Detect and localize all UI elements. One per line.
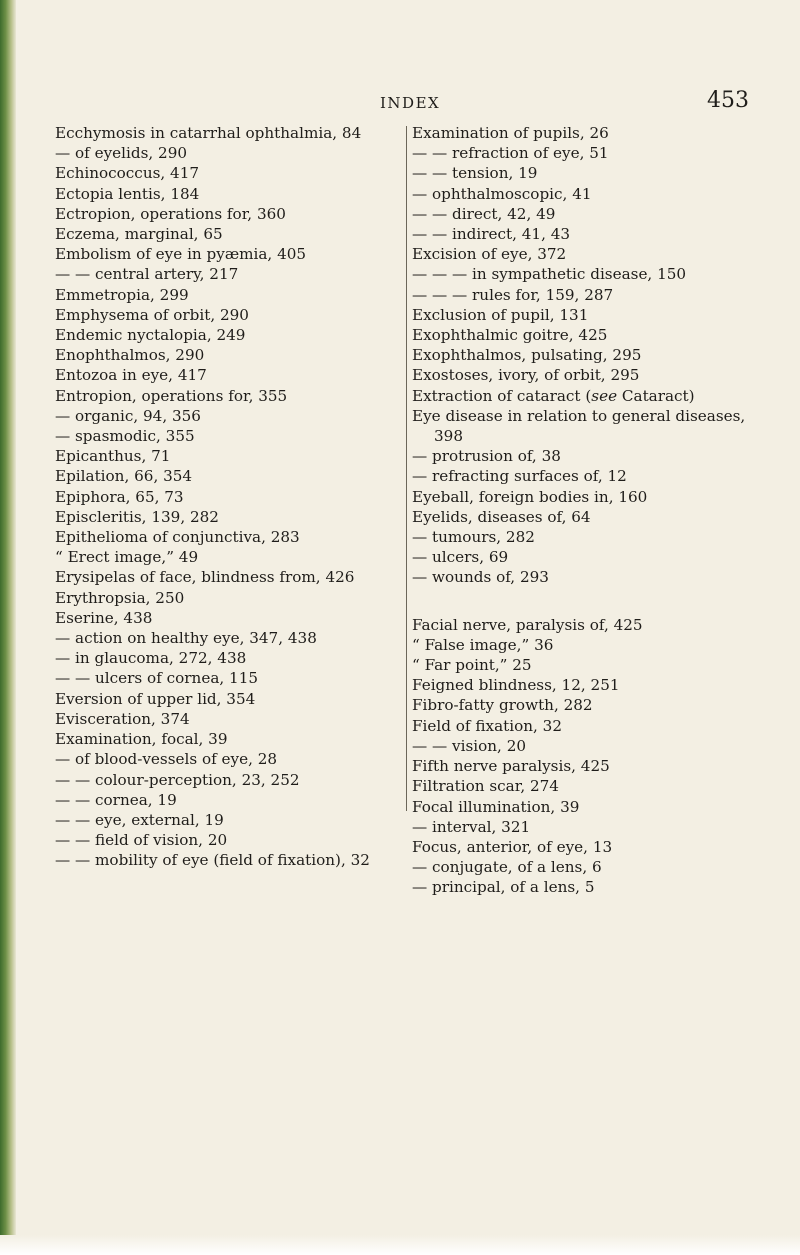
index-column-right	[412, 123, 757, 898]
index-entry: Feigned blindness, 12, 251	[412, 676, 620, 695]
index-entry: Epilation, 66, 354	[55, 467, 193, 486]
index-entry: Epicanthus, 71	[55, 447, 171, 466]
index-entry: Epiphora, 65, 73	[55, 487, 184, 506]
index-entry: — — refraction of eye, 51	[412, 144, 609, 163]
index-entry: Entozoa in eye, 417	[55, 366, 207, 385]
index-entry: — spasmodic, 355	[55, 427, 195, 446]
index-entry: Evisceration, 374	[55, 709, 190, 728]
index-entry: Fifth nerve paralysis, 425	[412, 757, 610, 776]
index-entry: Eversion of upper lid, 354	[55, 689, 256, 708]
index-entry: Field of fixation, 32	[412, 716, 562, 735]
index-entry: — ophthalmoscopic, 41	[412, 184, 592, 203]
page-header	[0, 88, 800, 118]
index-entry: Filtration scar, 274	[412, 777, 559, 796]
index-entry: Examination, focal, 39	[55, 730, 228, 749]
index-entry: Ectropion, operations for, 360	[55, 204, 286, 223]
index-entry: Examination of pupils, 26	[412, 124, 609, 142]
index-entry: — organic, 94, 356	[55, 406, 201, 425]
index-entry: — conjugate, of a lens, 6	[412, 858, 602, 877]
index-entry: Focal illumination, 39	[412, 797, 580, 816]
index-entry: Erythropsia, 250	[55, 588, 185, 607]
index-entry: Episcleritis, 139, 282	[55, 507, 219, 526]
index-entry: Emmetropia, 299	[55, 285, 189, 304]
book-page-edge	[0, 0, 16, 1255]
index-entry: — of eyelids, 290	[55, 144, 188, 163]
index-entry: “ False image,” 36	[412, 635, 554, 654]
page-number: 453	[707, 88, 749, 113]
index-column-left	[55, 123, 405, 871]
index-entry: — — indirect, 41, 43	[412, 225, 571, 244]
index-entry: Exophthalmos, pulsating, 295	[412, 346, 642, 365]
index-entry: Epithelioma of conjunctiva, 283	[55, 528, 300, 547]
index-entry: Ecchymosis in catarrhal ophthalmia, 84	[55, 124, 362, 142]
index-entry-extraction	[412, 386, 757, 406]
index-entry: — — cornea, 19	[55, 790, 177, 809]
index-entry: — ulcers, 69	[412, 548, 509, 567]
index-entry: Exophthalmic goitre, 425	[412, 326, 608, 345]
index-entry: Entropion, operations for, 355	[55, 386, 288, 405]
index-entry: Fibro-fatty growth, 282	[412, 696, 593, 715]
index-entry-text: Cataract)	[617, 386, 695, 405]
index-entry: Exostoses, ivory, of orbit, 295	[412, 366, 640, 385]
index-entry: Ectopia lentis, 184	[55, 184, 200, 203]
index-entry: — — direct, 42, 49	[412, 204, 556, 223]
index-entry: Endemic nyctalopia, 249	[55, 326, 246, 345]
index-entry: Excision of eye, 372	[412, 245, 567, 264]
index-entry-text: Extraction of cataract (	[412, 386, 592, 405]
index-entry: — in glaucoma, 272, 438	[55, 649, 247, 668]
index-entry: — refracting surfaces of, 12	[412, 467, 627, 486]
index-entry: Erysipelas of face, blindness from, 426	[55, 568, 355, 587]
index-entry: Enophthalmos, 290	[55, 346, 205, 365]
index-entry: — — vision, 20	[412, 736, 527, 755]
index-entry: Eczema, marginal, 65	[55, 225, 223, 244]
index-entry: Eserine, 438	[55, 608, 153, 627]
index-entry: — protrusion of, 38	[412, 447, 561, 466]
index-entry: — — mobility of eye (field of fixation), 32	[55, 851, 370, 870]
index-entry: — of blood-vessels of eye, 28	[55, 750, 278, 769]
index-entry: Eyelids, diseases of, 64	[412, 507, 591, 526]
index-entry: — action on healthy eye, 347, 438	[55, 629, 317, 648]
index-entry: — — field of vision, 20	[55, 831, 228, 850]
column-divider	[406, 126, 407, 811]
index-entry: — — colour-perception, 23, 252	[55, 770, 300, 789]
see-reference: see	[591, 386, 618, 405]
index-entry: Echinococcus, 417	[55, 164, 200, 183]
index-entry: — — central artery, 217	[55, 265, 239, 284]
index-entry: — principal, of a lens, 5	[412, 878, 595, 897]
index-entry: Eyeball, foreign bodies in, 160	[412, 487, 648, 506]
index-entry: Emphysema of orbit, 290	[55, 305, 249, 324]
index-entry: Facial nerve, paralysis of, 425	[412, 615, 643, 634]
index-entry: — wounds of, 293	[412, 568, 549, 587]
index-entry: — — tension, 19	[412, 164, 538, 183]
page-bottom-edge	[0, 1235, 800, 1255]
index-entry: — interval, 321	[412, 817, 531, 836]
index-entry: — — — in sympathetic disease, 150	[412, 265, 687, 284]
index-entry: — — ulcers of cornea, 115	[55, 669, 259, 688]
index-entry: — tumours, 282	[412, 528, 535, 547]
index-entry: — — eye, external, 19	[55, 810, 224, 829]
running-head: INDEX	[380, 94, 441, 112]
index-entry: Eye disease in relation to general diseases, 398	[412, 406, 746, 446]
index-entry: Focus, anterior, of eye, 13	[412, 837, 613, 856]
index-entry: “ Far point,” 25	[412, 656, 532, 675]
index-entry: Exclusion of pupil, 131	[412, 305, 589, 324]
index-entry: “ Erect image,” 49	[55, 548, 199, 567]
index-entry: — — — rules for, 159, 287	[412, 285, 614, 304]
index-entry: Embolism of eye in pyæmia, 405	[55, 245, 307, 264]
